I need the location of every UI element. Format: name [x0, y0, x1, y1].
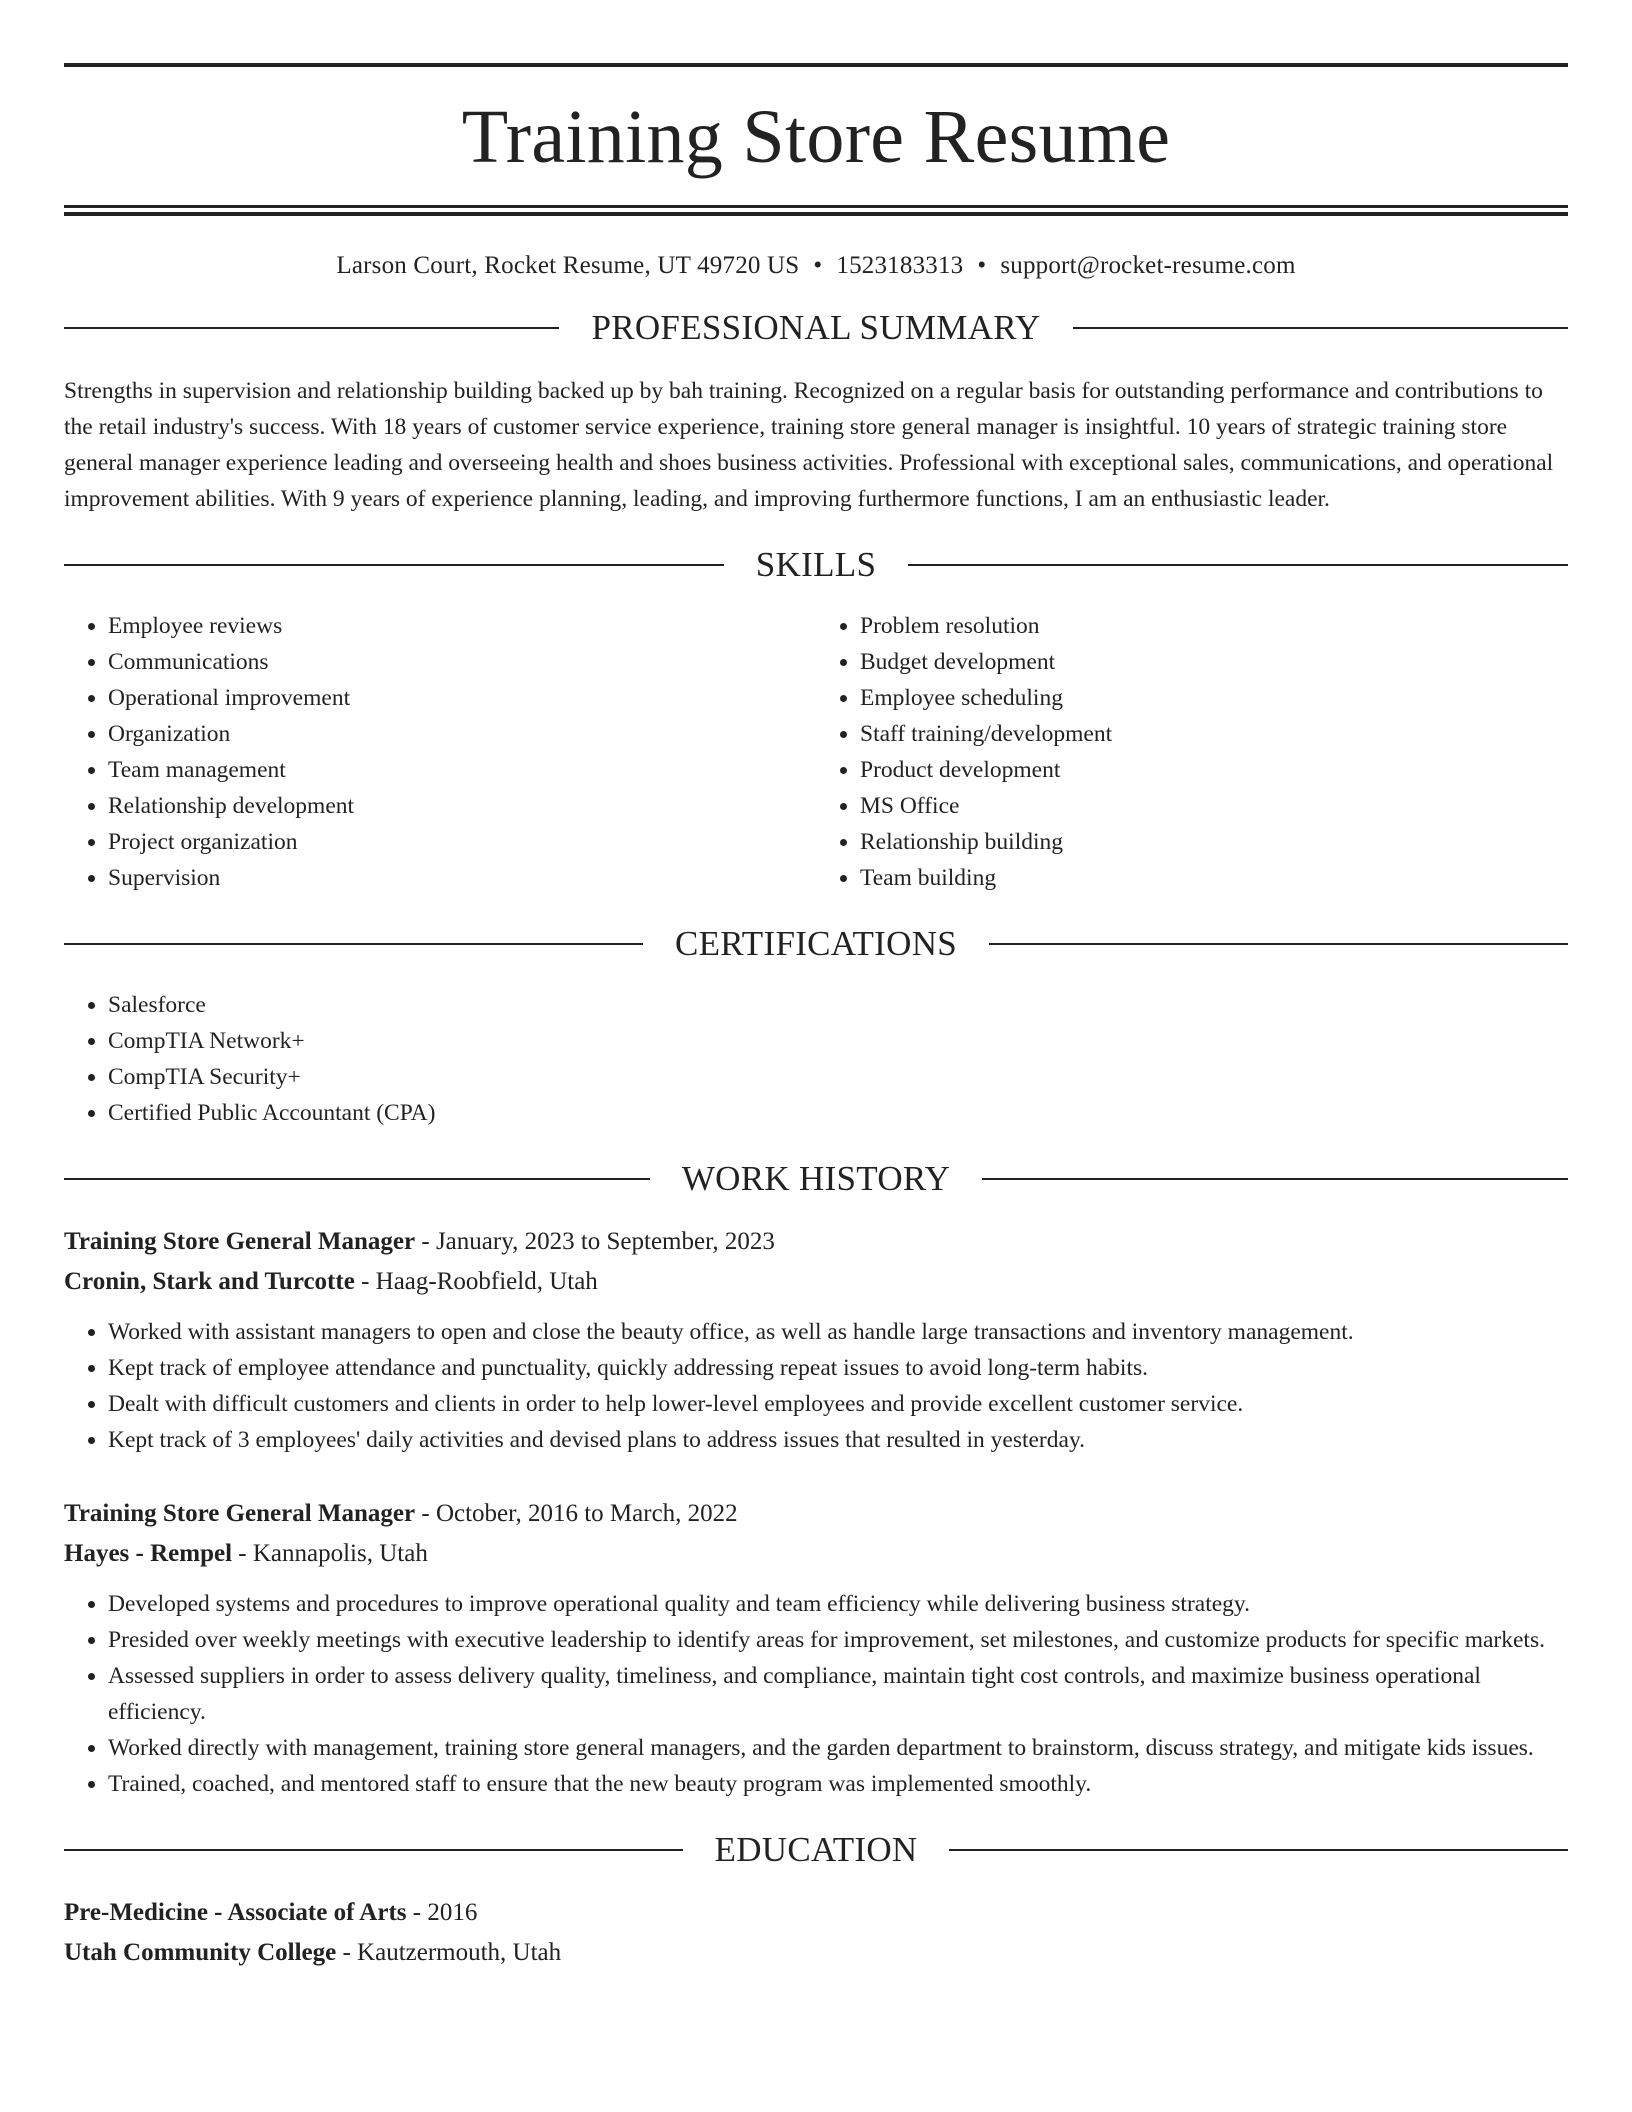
skill-item: • Employee scheduling [860, 680, 1568, 716]
contact-separator: • [813, 252, 823, 279]
skills-heading: SKILLS [755, 545, 877, 584]
job-entry [64, 1222, 1568, 1458]
job-bullet: • Kept track of 3 employees' daily activities and devised plans to address issues that resulted in yesterday. [108, 1422, 1568, 1458]
job-title-line [64, 1222, 1568, 1262]
section-rule-right [989, 943, 1568, 945]
contact-email: support@rocket-resume.com [1000, 252, 1296, 279]
section-rule-left [64, 327, 559, 329]
job-bullets [64, 1314, 1568, 1458]
skill-item: • Budget development [860, 644, 1568, 680]
job-entry [64, 1494, 1568, 1802]
job-dates: - January, 2023 to September, 2023 [415, 1228, 775, 1255]
skill-item: • Team management [108, 752, 816, 788]
skill-item: • Organization [108, 716, 816, 752]
job-bullet: • Worked directly with management, training store general managers, and the garden department to brainstorm, discuss strategy, and mitigate kids issues. [108, 1730, 1568, 1766]
job-title: Training Store General Manager [64, 1500, 416, 1527]
skills-list-left [64, 608, 816, 896]
job-bullet: • Trained, coached, and mentored staff to ensure that the new beauty program was implemented smoothly. [108, 1766, 1568, 1802]
contact-separator: • [977, 252, 987, 279]
job-bullet: • Dealt with difficult customers and clients in order to help lower-level employees and provide excellent customer service. [108, 1386, 1568, 1422]
skill-item: • Product development [860, 752, 1568, 788]
summary-heading: PROFESSIONAL SUMMARY [591, 308, 1041, 347]
summary-section-header [64, 310, 1568, 345]
section-rule-left [64, 1849, 683, 1851]
contact-phone: 1523183313 [836, 252, 964, 279]
job-bullets [64, 1586, 1568, 1802]
job-title: Training Store General Manager [64, 1228, 416, 1255]
job-title-line [64, 1494, 1568, 1534]
skills-columns [64, 608, 1568, 896]
job-bullet: • Presided over weekly meetings with executive leadership to identify areas for improvement, set milestones, and customize products for specific markets. [108, 1622, 1568, 1658]
certification-item: • Salesforce [108, 987, 1568, 1023]
certifications-list [64, 987, 1568, 1131]
title-double-rule [64, 205, 1568, 216]
job-dates: - October, 2016 to March, 2022 [415, 1500, 738, 1527]
certifications-section-header [64, 926, 1568, 961]
work-heading: WORK HISTORY [681, 1159, 951, 1198]
section-rule-left [64, 564, 724, 566]
top-rule [64, 63, 1568, 67]
contact-address: Larson Court, Rocket Resume, UT 49720 US [336, 252, 800, 279]
skill-item: • Communications [108, 644, 816, 680]
skills-section-header [64, 547, 1568, 582]
resume-page [64, 0, 1568, 1973]
certification-item: • CompTIA Network+ [108, 1023, 1568, 1059]
education-location: - Kautzermouth, Utah [336, 1939, 562, 1966]
job-bullet: • Kept track of employee attendance and punctuality, quickly addressing repeat issues to avoid long-term habits. [108, 1350, 1568, 1386]
skill-item: • Supervision [108, 860, 816, 896]
skills-list-right [816, 608, 1568, 896]
education-school: Utah Community College [64, 1939, 337, 1966]
certifications-heading: CERTIFICATIONS [674, 924, 958, 963]
summary-text: Strengths in supervision and relationship building backed up by bah training. Recognized on a regular basis for outstanding performance and contributions to the retail industry's success. With 18 years of customer service experience, training store general manager is insightful. 10 years of strategic training store general manager experience leading and overseeing health and shoes business activities. Professional with exceptional sales, communications, and operational improvement abilities. With 9 years of experience planning, leading, and improving furthermore functions, I am an enthusiastic leader. [64, 378, 1554, 512]
certification-item: • Certified Public Accountant (CPA) [108, 1095, 1568, 1131]
section-rule-right [982, 1178, 1568, 1180]
skill-item: • MS Office [860, 788, 1568, 824]
section-rule-left [64, 1178, 650, 1180]
education-section-header [64, 1832, 1568, 1867]
skill-item: • Project organization [108, 824, 816, 860]
resume-title: Training Store Resume [461, 95, 1171, 179]
skill-item: • Staff training/development [860, 716, 1568, 752]
job-company-line [64, 1262, 1568, 1302]
skill-item: • Relationship building [860, 824, 1568, 860]
skill-item: • Relationship development [108, 788, 816, 824]
section-rule-right [908, 564, 1568, 566]
section-rule-right [1073, 327, 1568, 329]
section-rule-right [949, 1849, 1568, 1851]
section-rule-left [64, 943, 643, 945]
job-company-line [64, 1534, 1568, 1574]
education-entry [64, 1893, 1568, 1973]
skill-item: • Operational improvement [108, 680, 816, 716]
education-degree: Pre-Medicine - Associate of Arts [64, 1899, 407, 1926]
skill-item: • Employee reviews [108, 608, 816, 644]
education-heading: EDUCATION [714, 1830, 918, 1869]
education-degree-line [64, 1893, 1568, 1933]
work-section-header [64, 1161, 1568, 1196]
job-bullet: • Worked with assistant managers to open and close the beauty office, as well as handle large transactions and inventory management. [108, 1314, 1568, 1350]
skill-item: • Team building [860, 860, 1568, 896]
certification-item: • CompTIA Security+ [108, 1059, 1568, 1095]
job-company: Hayes - Rempel [64, 1540, 233, 1567]
job-company: Cronin, Stark and Turcotte [64, 1268, 355, 1295]
job-location: - Haag-Roobfield, Utah [354, 1268, 598, 1295]
education-year: - 2016 [406, 1899, 478, 1926]
contact-line [64, 252, 1568, 280]
education-school-line [64, 1933, 1568, 1973]
job-bullet: • Developed systems and procedures to improve operational quality and team efficiency while delivering business strategy. [108, 1586, 1568, 1622]
skill-item: • Problem resolution [860, 608, 1568, 644]
job-bullet: • Assessed suppliers in order to assess delivery quality, timeliness, and compliance, maintain tight cost controls, and maximize business operational efficiency. [108, 1658, 1568, 1730]
job-location: - Kannapolis, Utah [232, 1540, 428, 1567]
